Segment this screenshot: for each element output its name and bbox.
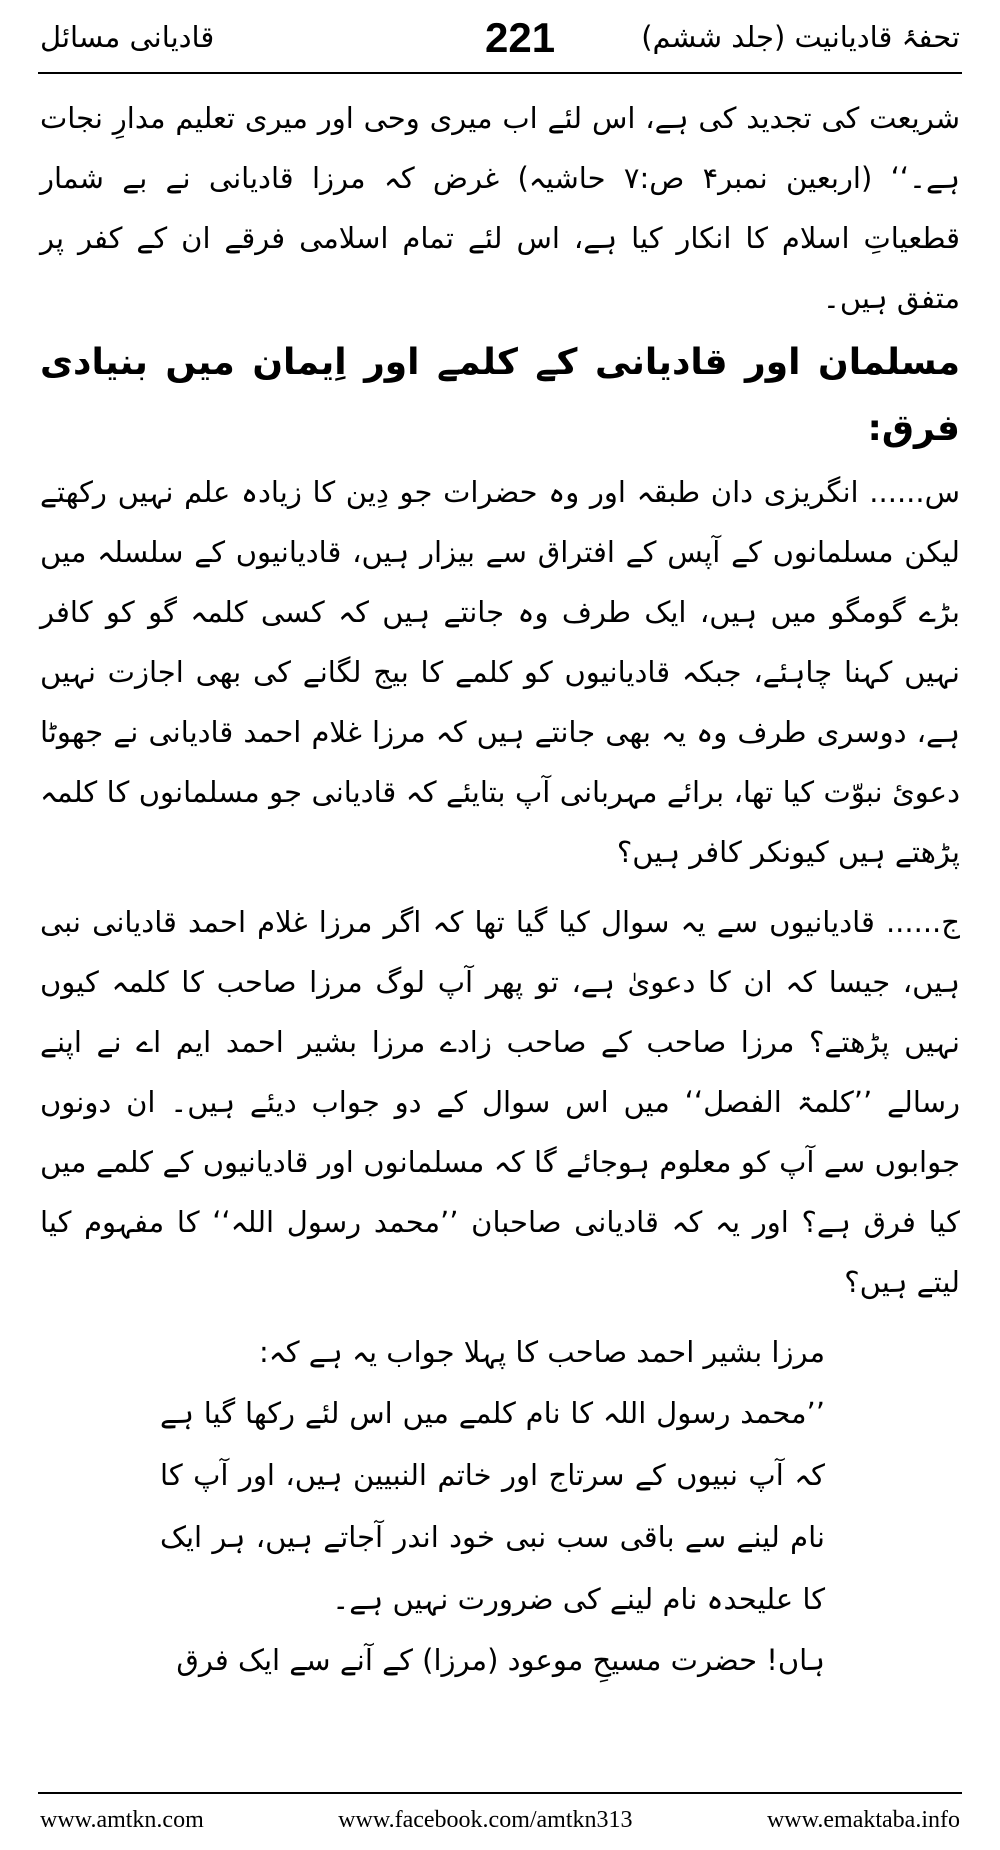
- page-body: [40, 88, 960, 1690]
- answer-paragraph: ج...... قادیانیوں سے یہ سوال کیا گیا تھا کہ اگر مرزا غلام احمد قادیانی نبی ہیں، جیسا کہ ان کا دعویٰ ہے، تو پھر آپ لوگ مرزا صاحب کا کلمہ کیوں نہیں پڑھتے؟ مرزا صاحب کے صاحب زادے مرزا بشیر احمد ایم اے نے اپنے رسالے ’’کلمۃ الفصل‘‘ میں اس سوال کے دو جواب دیئے ہیں۔ ان دونوں جوابوں سے آپ کو معلوم ہوجائے گا کہ مسلمانوں اور قادیانیوں کے کلمے میں کیا فرق ہے؟ اور یہ کہ قادیانی صاحبان ’’محمد رسول اللہ‘‘ کا مفہوم کیا لیتے ہیں؟: [40, 905, 960, 1299]
- paragraph-intro: شریعت کی تجدید کی ہے، اس لئے اب میری وحی اور میری تعلیم مدارِ نجات ہے۔‘‘ (اربعین نمبر۴ ص:۷ حاشیہ) غرض کہ مرزا قادیانی نے بے شمار قطعیاتِ اسلام کا انکار کیا ہے، اس لئے تمام اسلامی فرقے ان کے کفر پر متفق ہیں۔: [40, 101, 961, 315]
- book-title: تحفۂ قادیانیت (جلد ششم): [641, 20, 960, 54]
- page-header: [40, 14, 960, 70]
- footer-link-facebook[interactable]: www.facebook.com/amtkn313: [338, 1806, 633, 1833]
- page-footer: [40, 1800, 960, 1840]
- header-divider: [38, 72, 962, 74]
- block-quote: ’’محمد رسول اللہ کا نام کلمے میں اس لئے رکھا گیا ہے کہ آپ نبیوں کے سرتاج اور خاتم النبیین ہیں، اور آپ کا نام لینے سے باقی سب نبی خود اندر آجاتے ہیں، ہر ایک کا علیحدہ نام لینے کی ضرورت نہیں ہے۔: [160, 1396, 825, 1616]
- footer-divider: [38, 1792, 962, 1794]
- quote-intro: مرزا بشیر احمد صاحب کا پہلا جواب یہ ہے کہ:: [259, 1335, 825, 1369]
- footer-link-amtkn[interactable]: www.amtkn.com: [40, 1806, 204, 1833]
- section-heading: مسلمان اور قادیانی کے کلمے اور اِیمان میں بنیادی فرق:: [40, 342, 960, 449]
- footer-link-emaktaba[interactable]: www.emaktaba.info: [766, 1806, 960, 1833]
- question-paragraph: س...... انگریزی دان طبقہ اور وہ حضرات جو دِین کا زیادہ علم نہیں رکھتے لیکن مسلمانوں کے آپس کے افتراق سے بیزار ہیں، قادیانیوں کے سلسلہ میں بڑے گومگو میں ہیں، ایک طرف وہ جانتے ہیں کہ کسی کلمہ گو کو کافر نہیں کہنا چاہئے، جبکہ قادیانیوں کو کلمے کا بیج لگانے کی بھی اجازت نہیں ہے، دوسری طرف وہ یہ بھی جانتے ہیں کہ مرزا غلام احمد قادیانی نے جھوٹا دعویٔ نبوّت کیا تھا، برائے مہربانی آپ بتایئے کہ قادیانی جو مسلمانوں کا کلمہ پڑھتے ہیں کیونکر کافر ہیں؟: [40, 475, 960, 869]
- page-number: 221: [485, 14, 556, 61]
- section-title: قادیانی مسائل: [40, 20, 215, 54]
- quote-continuation: ہاں! حضرت مسیحِ موعود (مرزا) کے آنے سے ایک فرق: [176, 1643, 825, 1677]
